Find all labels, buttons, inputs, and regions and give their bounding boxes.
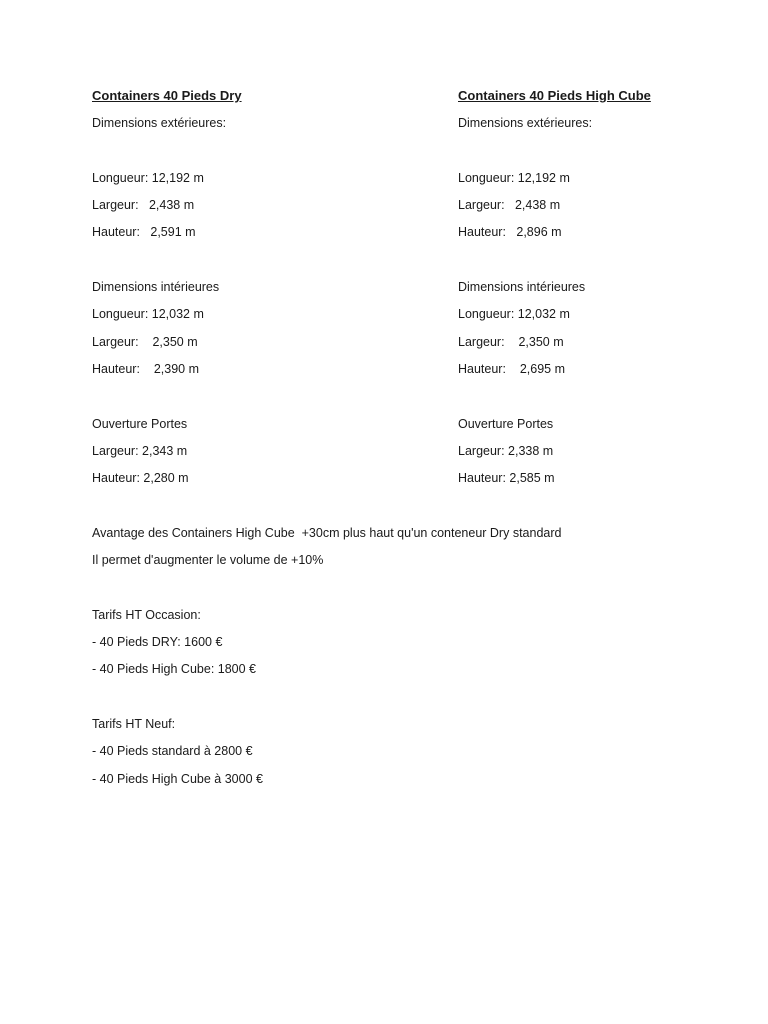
dry-door-heading: Ouverture Portes: [92, 416, 188, 431]
dry-int-hauteur: Hauteur: 2,390 m: [92, 361, 200, 376]
occasion-heading: Tarifs HT Occasion:: [92, 607, 201, 622]
spacer: [458, 250, 758, 277]
high-cube-container-column: [458, 86, 758, 495]
hc-int-heading: Dimensions intérieures: [458, 280, 586, 295]
hc-door-heading: Ouverture Portes: [458, 416, 554, 431]
occasion-item-dry: - 40 Pieds DRY: 1600 €: [92, 635, 223, 650]
advantage-note: Avantage des Containers High Cube +30cm plus haut qu'un conteneur Dry standard: [92, 526, 562, 540]
hc-int-longueur: Longueur: 12,032 m: [458, 307, 570, 322]
spacer: [92, 687, 732, 714]
occasion-item-high-cube: - 40 Pieds High Cube: 1800 €: [92, 662, 256, 677]
spacer: [92, 141, 432, 168]
dry-title: Containers 40 Pieds Dry: [92, 88, 242, 103]
hc-door-largeur: Largeur: 2,338 m: [458, 443, 554, 458]
neuf-item-standard: - 40 Pieds standard à 2800 €: [92, 744, 253, 759]
neuf-item-high-cube: - 40 Pieds High Cube à 3000 €: [92, 771, 263, 786]
hc-ext-longueur: Longueur: 12,192 m: [458, 170, 570, 185]
spacer: [458, 141, 758, 168]
spacer: [92, 578, 732, 605]
dry-container-column: [92, 86, 432, 495]
dry-int-heading: Dimensions intérieures: [92, 280, 220, 295]
neuf-heading: Tarifs HT Neuf:: [92, 717, 176, 732]
hc-int-largeur: Largeur: 2,350 m: [458, 334, 564, 349]
notes-and-prices: [92, 523, 732, 796]
dry-ext-longueur: Longueur: 12,192 m: [92, 170, 204, 185]
hc-int-hauteur: Hauteur: 2,695 m: [458, 361, 566, 376]
dry-door-largeur: Largeur: 2,343 m: [92, 443, 188, 458]
dry-ext-largeur: Largeur: 2,438 m: [92, 198, 195, 213]
dry-door-hauteur: Hauteur: 2,280 m: [92, 471, 189, 486]
volume-note: Il permet d'augmenter le volume de +10%: [92, 553, 324, 568]
dry-int-largeur: Largeur: 2,350 m: [92, 334, 198, 349]
spacer: [92, 250, 432, 277]
hc-title: Containers 40 Pieds High Cube: [458, 88, 651, 103]
hc-ext-heading: Dimensions extérieures:: [458, 116, 593, 131]
spacer: [458, 386, 758, 413]
dry-ext-heading: Dimensions extérieures:: [92, 116, 227, 131]
spacer: [92, 386, 432, 413]
dry-int-longueur: Longueur: 12,032 m: [92, 307, 204, 322]
hc-ext-hauteur: Hauteur: 2,896 m: [458, 225, 562, 240]
dry-ext-hauteur: Hauteur: 2,591 m: [92, 225, 196, 240]
hc-ext-largeur: Largeur: 2,438 m: [458, 198, 561, 213]
hc-door-hauteur: Hauteur: 2,585 m: [458, 471, 555, 486]
